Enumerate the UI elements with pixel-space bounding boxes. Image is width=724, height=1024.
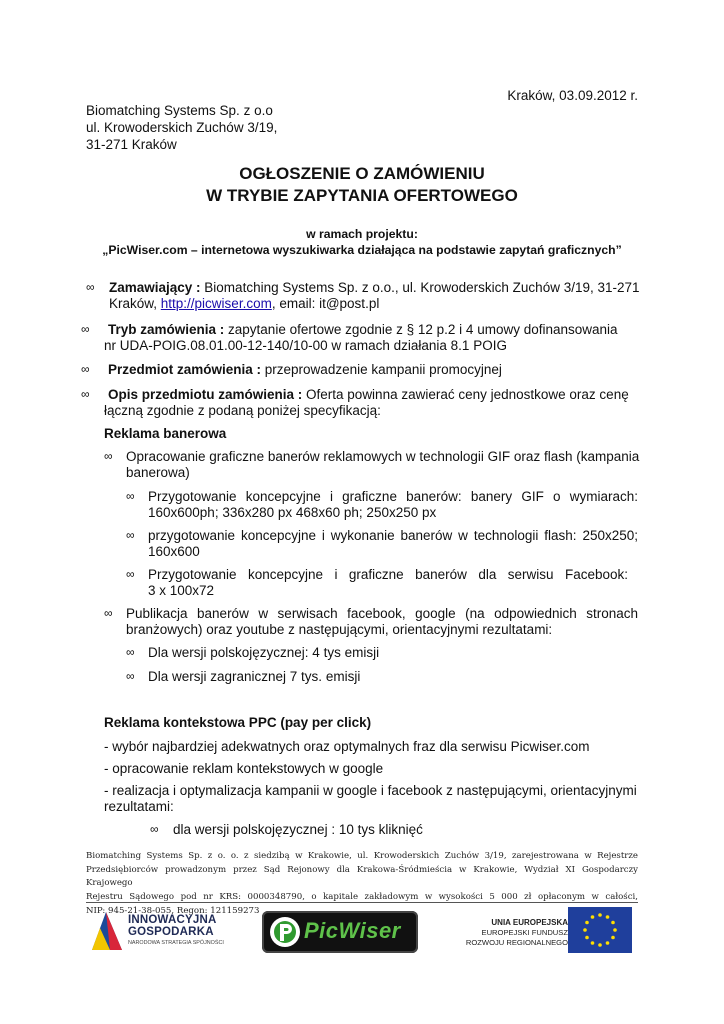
ppc-line-3a: - realizacja i optymalizacja kampanii w google i facebook z następującymi, orientacyjnymi xyxy=(104,783,637,798)
ue-text-block xyxy=(442,917,568,948)
zamawiajacy-text: Biomatching Systems Sp. z o.o., ul. Krowoderskich Zuchów 3/19, 31-271 xyxy=(200,280,640,295)
bullet-icon: ∞ xyxy=(104,449,113,463)
title-line-1: OGŁOSZENIE O ZAMÓWIENIU xyxy=(239,164,485,183)
banner-sub-4: Dla wersji polskojęzycznej: 4 tys emisji xyxy=(148,645,380,660)
banner-item-1-line-1: Opracowanie graficzne banerów reklamowych w technologii GIF oraz flash (kampania xyxy=(126,449,640,464)
innowacyjna-gospodarka-logo xyxy=(90,908,240,956)
opis-text: Oferta powinna zawierać ceny jednostkowe oraz cenę xyxy=(302,387,629,402)
footer-line: Przedsiębiorców prowadzonym przez Sąd Rejonowy dla Krakowa-Śródmieścia w Krakowie, Wydział XI Gospodarczy Krajowego xyxy=(86,864,638,889)
title-line-2: W TRYBIE ZAPYTANIA OFERTOWEGO xyxy=(206,186,518,205)
bullet-icon: ∞ xyxy=(81,322,90,336)
ig-line-3: NARODOWA STRATEGIA SPÓJNOŚCI xyxy=(128,940,224,946)
tryb-label: Tryb zamówienia : xyxy=(108,322,225,337)
document-title xyxy=(0,163,724,207)
logo-bar xyxy=(86,902,638,961)
tryb-line-2: nr UDA-POIG.08.01.00-12-140/10-00 w ramach działania 8.1 POIG xyxy=(104,338,507,353)
banner-sub-5: Dla wersji zagranicznej 7 tys. emisji xyxy=(148,669,361,684)
bullet-icon: ∞ xyxy=(126,669,135,683)
eu-flag-icon xyxy=(568,907,632,953)
banner-item-2-line-1: Publikacja banerów w serwisach facebook, google (na odpowiednich stronach xyxy=(126,606,638,621)
opis-label: Opis przedmiotu zamówienia : xyxy=(108,387,303,402)
przedmiot-text: przeprowadzenie kampanii promocyjnej xyxy=(261,362,502,377)
banner-sub-3-line-1: Przygotowanie koncepcyjne i graficzne banerów dla serwisu Facebook: xyxy=(148,567,628,582)
ig-emblem-icon xyxy=(90,910,124,952)
ppc-line-2: - opracowanie reklam kontekstowych w google xyxy=(104,761,384,776)
bullet-icon: ∞ xyxy=(81,362,90,376)
footer-line: Biomatching Systems Sp. z o. o. z siedzibą w Krakowie, ul. Krowoderskich Zuchów 3/19, zarejestrowana w Rejestrze xyxy=(86,851,638,861)
tryb-text: zapytanie ofertowe zgodnie z § 12 p.2 i 4 umowy dofinansowania xyxy=(224,322,618,337)
bullet-icon: ∞ xyxy=(126,567,135,581)
zamawiajacy-line-2 xyxy=(109,295,379,312)
ppc-line-1: - wybór najbardziej adekwatnych oraz optymalnych fraz dla serwisu Picwiser.com xyxy=(104,739,590,754)
picwiser-logo xyxy=(262,911,418,953)
banner-sub-2-line-1: przygotowanie koncepcyjne i wykonanie banerów w technologii flash: 250x250; xyxy=(148,528,638,543)
ig-line-1: INNOWACYJNA xyxy=(128,914,217,926)
sender-street: ul. Krowoderskich Zuchów 3/19, xyxy=(86,120,278,135)
banner-sub-1-line-1: Przygotowanie koncepcyjne i graficzne banerów: banery GIF o wymiarach: xyxy=(148,489,638,504)
bullet-icon: ∞ xyxy=(150,822,159,836)
project-block xyxy=(0,226,724,258)
bullet-icon: ∞ xyxy=(81,387,90,401)
przedmiot-label: Przedmiot zamówienia : xyxy=(108,362,262,377)
ue-line-3: ROZWOJU REGIONALNEGO xyxy=(465,938,568,947)
sender-city: 31-271 Kraków xyxy=(86,137,177,152)
picwiser-emblem-icon xyxy=(268,915,302,949)
ig-line-2: GOSPODARKA xyxy=(128,926,214,938)
przedmiot-line xyxy=(108,361,502,378)
ppc-sub: dla wersji polskojęzycznej : 10 tys kliknięć xyxy=(173,822,423,837)
bullet-icon: ∞ xyxy=(104,606,113,620)
footer-line: NIP: 945-21-38-055, Regon: 121159273 xyxy=(86,905,260,916)
document-date: Kraków, 03.09.2012 r. xyxy=(507,88,638,103)
bullet-icon: ∞ xyxy=(126,489,135,503)
opis-line-1 xyxy=(108,386,629,403)
banner-item-1-line-2: banerowa) xyxy=(126,465,190,480)
footer-line: Rejestru Sądowego pod nr KRS: 0000348790, o kapitale zakładowym w wysokości 5 000 zł opłaconym w całości, xyxy=(86,892,638,903)
ue-line-2: EUROPEJSKI FUNDUSZ xyxy=(481,928,568,937)
picwiser-link[interactable]: http://picwiser.com xyxy=(160,296,272,311)
project-intro: w ramach projektu: xyxy=(306,227,418,241)
zamawiajacy-email: , email: it@post.pl xyxy=(271,296,380,311)
tryb-line-1 xyxy=(108,321,618,338)
zamawiajacy-city: Kraków, xyxy=(109,296,161,311)
project-name: „PicWiser.com – internetowa wyszukiwarka działająca na podstawie zapytań graficznych” xyxy=(102,243,622,257)
zamawiajacy-label: Zamawiający : xyxy=(109,280,201,295)
ppc-line-3b: rezultatami: xyxy=(104,799,174,814)
banner-sub-3-line-2: 3 x 100x72 xyxy=(148,583,215,598)
opis-line-2: łączną zgodnie z podaną poniżej specyfikacją: xyxy=(104,403,381,418)
banner-item-2-line-2: branżowych) oraz youtube z następującymi, orientacyjnymi rezultatami: xyxy=(126,622,553,637)
zamawiajacy-line-1 xyxy=(109,279,640,296)
banner-heading: Reklama banerowa xyxy=(104,426,227,441)
ue-line-1: UNIA EUROPEJSKA xyxy=(491,918,568,927)
banner-sub-2-line-2: 160x600 xyxy=(148,544,200,559)
bullet-icon: ∞ xyxy=(86,280,95,294)
sender-name: Biomatching Systems Sp. z o.o xyxy=(86,103,273,118)
picwiser-wordmark: PicWiser xyxy=(304,918,401,943)
ppc-heading: Reklama kontekstowa PPC (pay per click) xyxy=(104,715,372,730)
banner-sub-1-line-2: 160x600ph; 336x280 px 468x60 ph; 250x250 px xyxy=(148,505,437,520)
bullet-icon: ∞ xyxy=(126,528,135,542)
bullet-icon: ∞ xyxy=(126,645,135,659)
